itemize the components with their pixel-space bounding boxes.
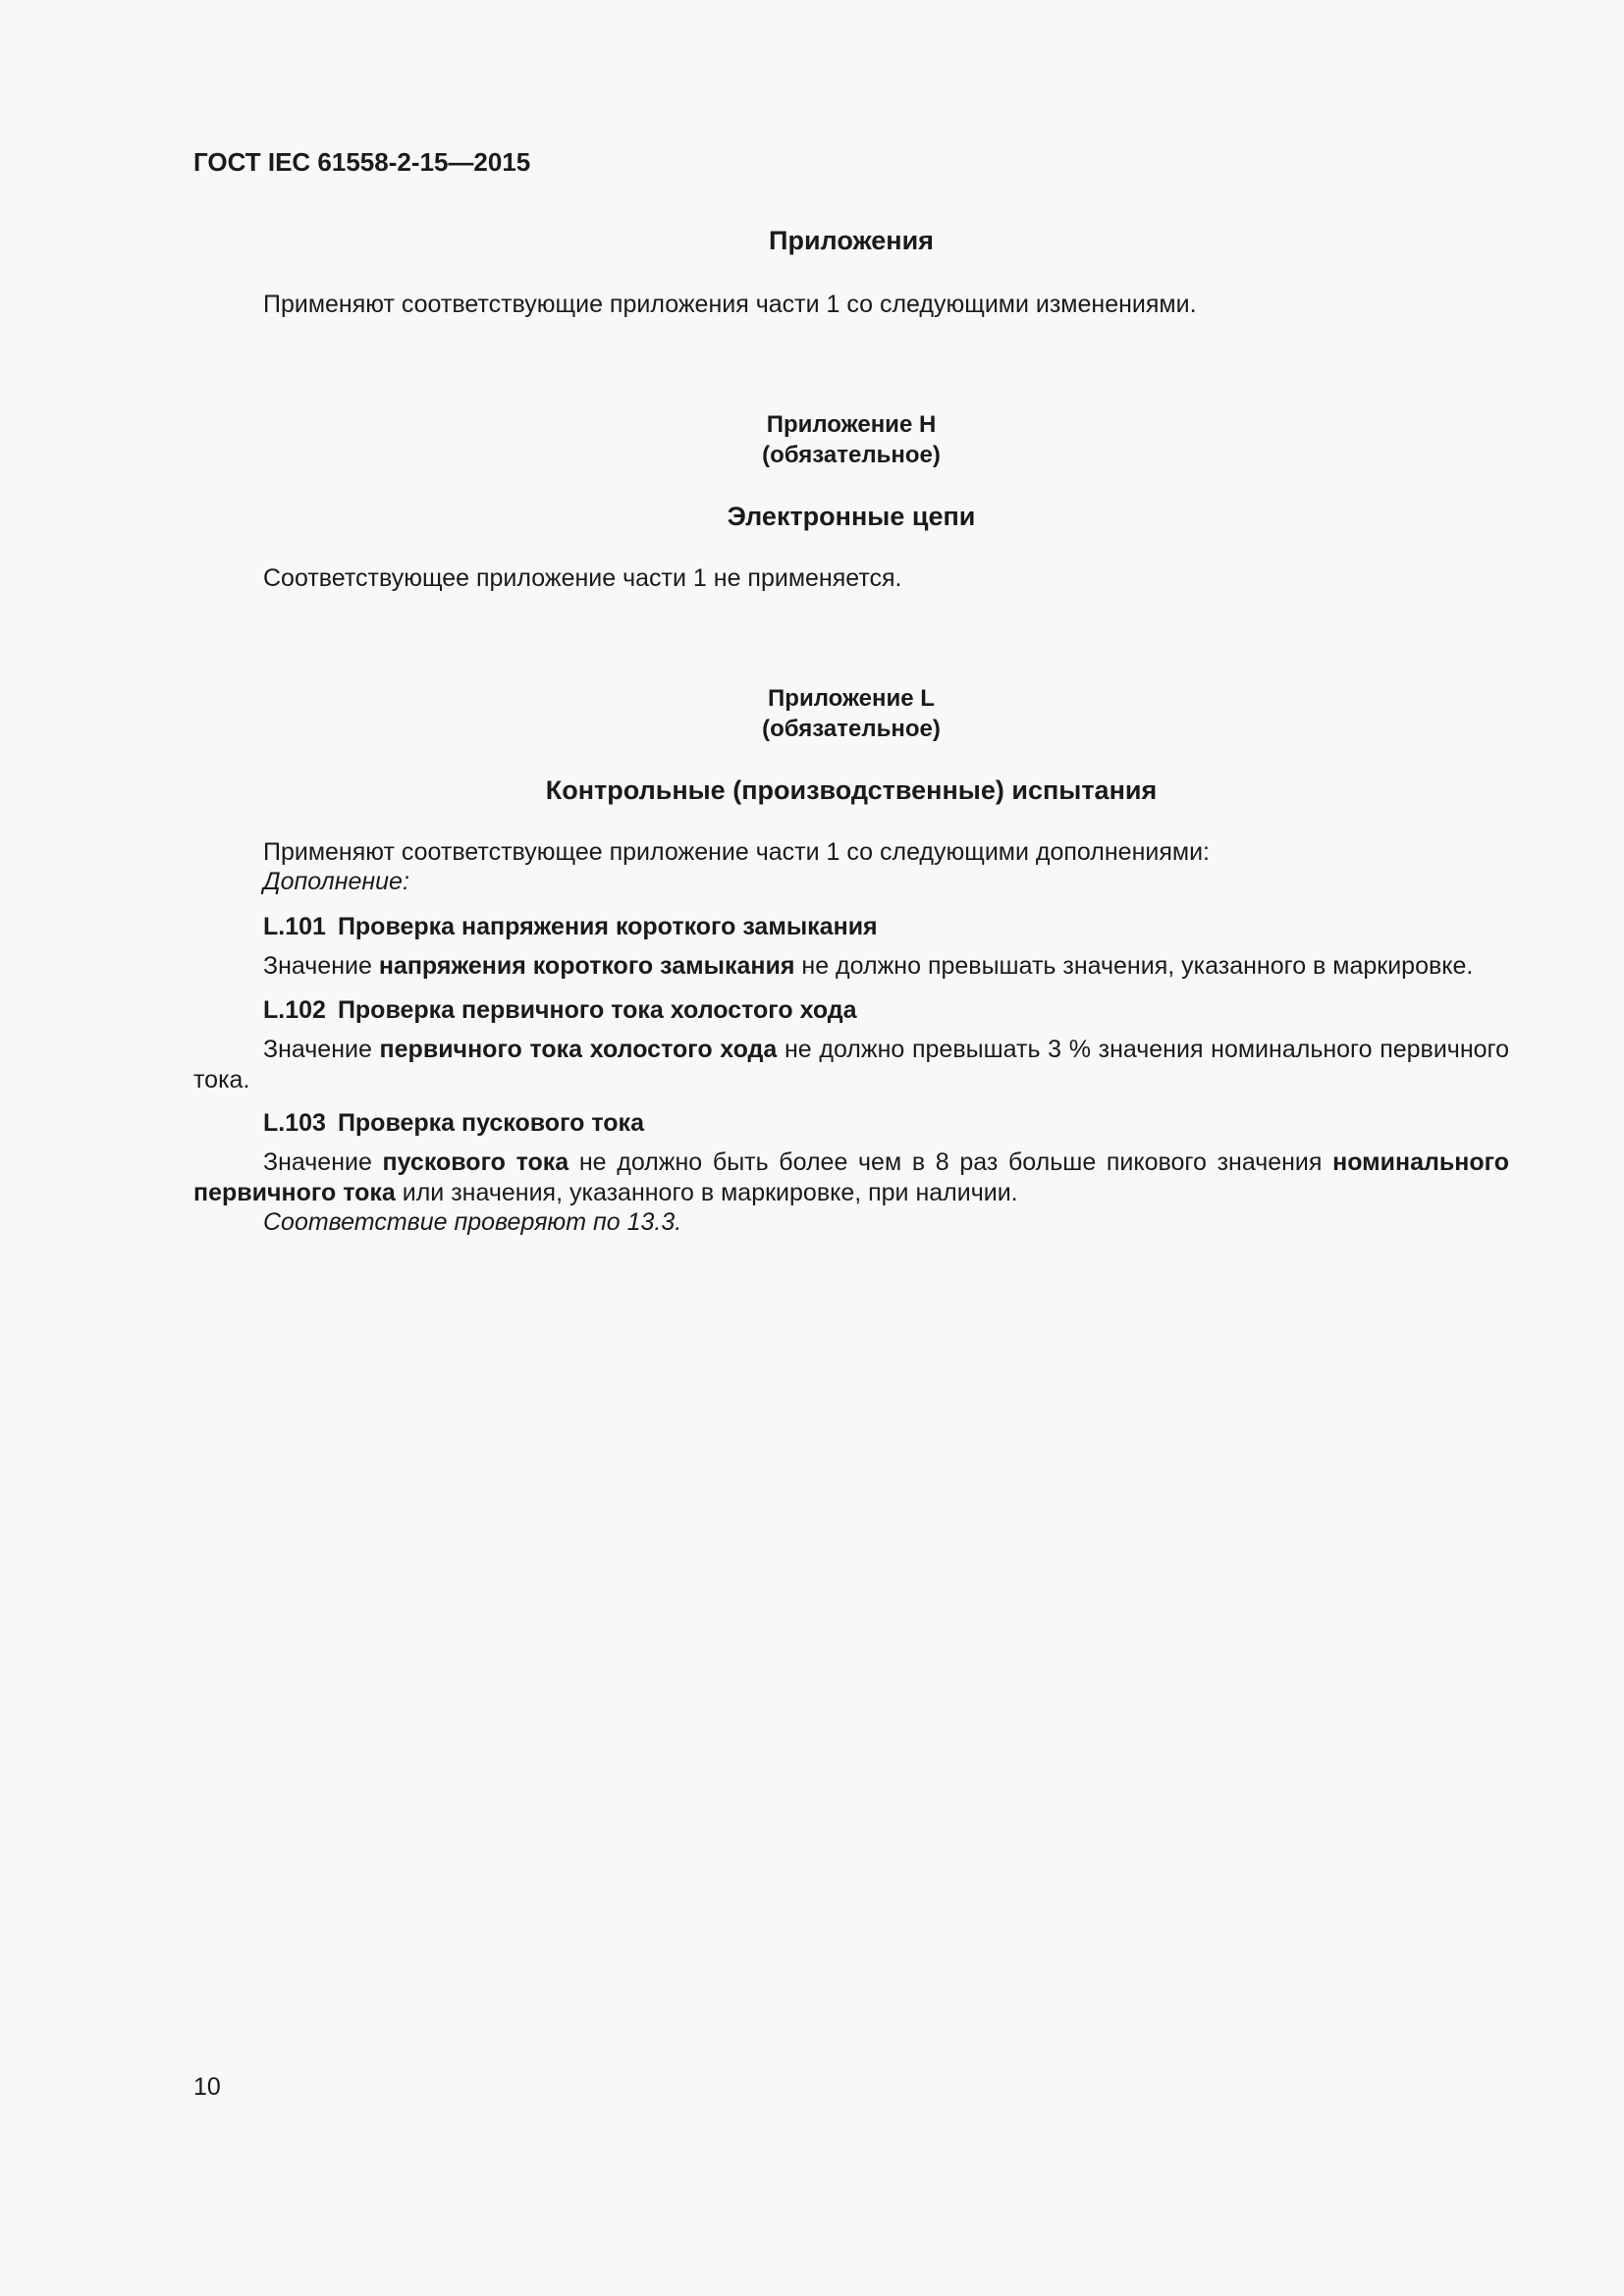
item-l103-number: L.103 — [263, 1109, 326, 1137]
item-l101-text-before: Значение — [263, 952, 379, 980]
item-l102-number: L.102 — [263, 996, 326, 1024]
item-l101-heading — [263, 913, 878, 941]
item-l103-text-bold: пускового тока — [382, 1148, 569, 1176]
appendices-intro: Применяют соответствующие приложения части 1 со следующими изменениями. — [263, 291, 1197, 318]
item-l103-title: Проверка пускового тока — [337, 1109, 644, 1137]
item-l103-text-middle: не должно быть более чем в 8 раз больше пикового значения — [568, 1148, 1333, 1176]
item-l103-text — [193, 1148, 1509, 1208]
item-l102-text-after: не должно превышать 3 % значения номинального первичного тока. — [193, 1036, 1510, 1094]
appendix-l-intro: Применяют соответствующее приложение части 1 со следующими дополнениями: — [263, 838, 1210, 866]
appendix-h-status: (обязательное) — [762, 442, 941, 468]
appendices-title: Приложения — [769, 226, 934, 255]
appendix-l-status: (обязательное) — [762, 716, 941, 742]
item-l101-text-after: не должно превышать значения, указанного в маркировке. — [794, 952, 1474, 980]
item-l102-text-bold: первичного тока холостого хода — [379, 1036, 778, 1063]
item-l101-number: L.101 — [263, 913, 326, 940]
item-l102-title: Проверка первичного тока холостого хода — [337, 996, 857, 1024]
item-l102-heading — [263, 996, 857, 1025]
item-l101-title: Проверка напряжения короткого замыкания — [337, 913, 878, 940]
item-l101-text — [263, 952, 1473, 981]
item-l103-text-bold2: номинального первичного тока — [193, 1148, 1509, 1206]
item-l103-text-before: Значение — [263, 1148, 383, 1176]
item-l102-text — [193, 1035, 1509, 1095]
appendix-h-label: Приложение Н — [766, 411, 937, 438]
item-l103-compliance: Соответствие проверяют по 13.3. — [263, 1208, 682, 1236]
appendix-h-text: Соответствующее приложение части 1 не применяется. — [263, 564, 902, 592]
appendix-h-title: Электронные цепи — [727, 502, 976, 531]
item-l101-text-bold: напряжения короткого замыкания — [378, 952, 795, 980]
page-number: 10 — [193, 2073, 221, 2101]
item-l102-text-before: Значение — [263, 1036, 380, 1063]
appendix-l-label: Приложение L — [768, 685, 935, 712]
appendix-l-addition-label: Дополнение: — [263, 868, 409, 895]
appendix-l-title: Контрольные (производственные) испытания — [545, 775, 1158, 805]
item-l103-text-after: или значения, указанного в маркировке, при наличии. — [395, 1179, 1018, 1206]
document-code: ГОСТ IEC 61558-2-15—2015 — [193, 147, 531, 177]
item-l103-heading — [263, 1109, 644, 1138]
